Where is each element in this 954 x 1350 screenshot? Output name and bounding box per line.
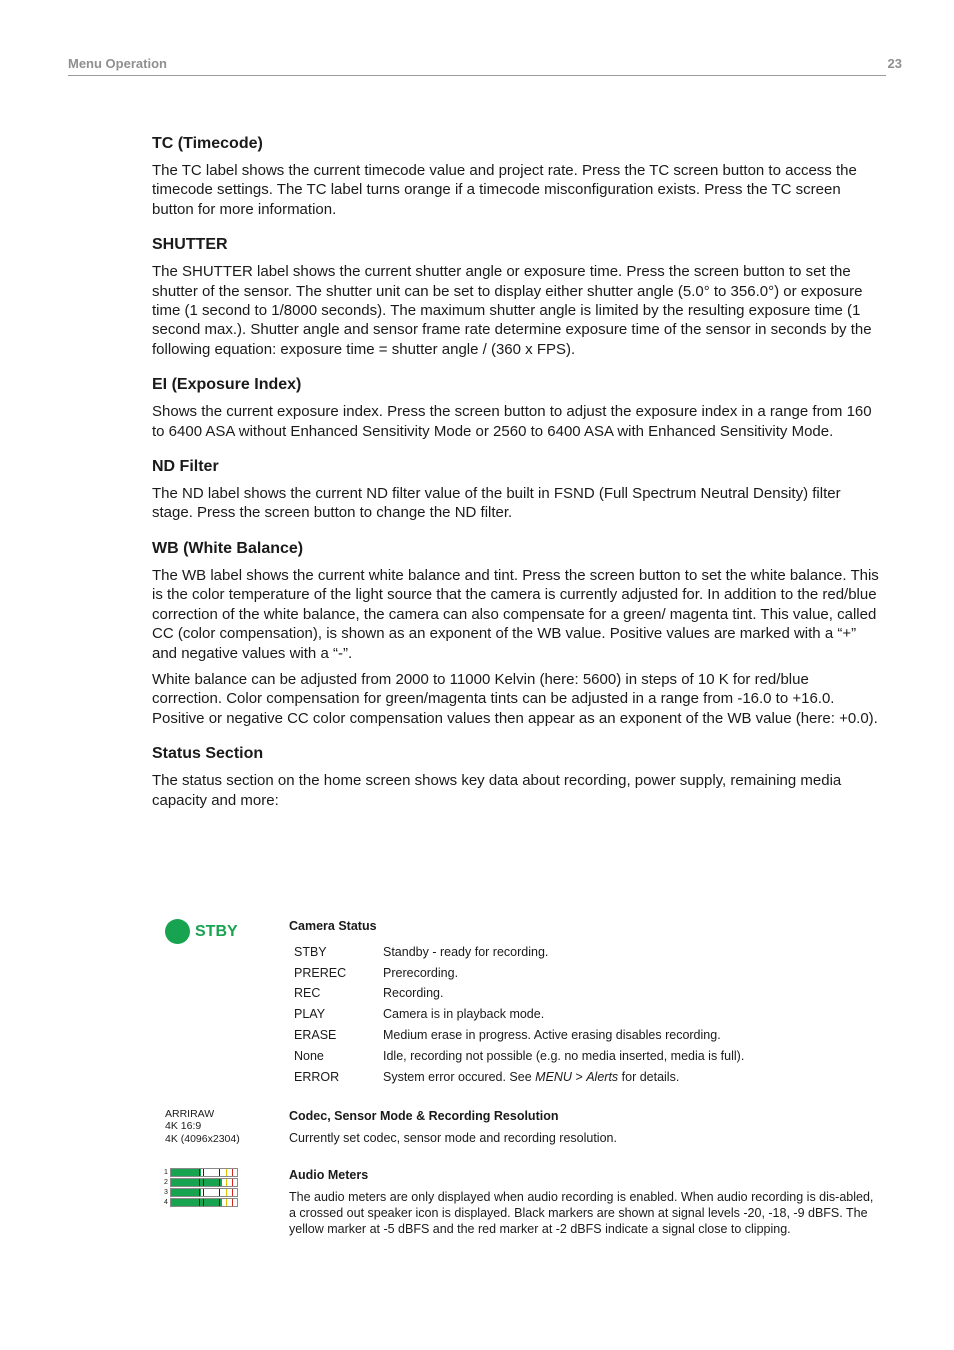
marker-minus-2 [232, 1169, 233, 1176]
section-tc [152, 135, 882, 219]
marker-minus-18 [203, 1169, 204, 1176]
section-heading: EI (Exposure Index) [152, 376, 302, 394]
section-heading: TC (Timecode) [152, 135, 263, 152]
stby-badge [165, 919, 238, 944]
table-row [289, 1025, 744, 1046]
paragraph: The TC label shows the current timecode value and project rate. Press the TC screen button to access the timecode settings. The TC label turns orange if a timecode misconfiguration exists. Press the TC screen button for more information. [152, 162, 857, 218]
codec-text: Currently set codec, sensor mode and recording resolution. [289, 1131, 617, 1146]
audio-meters [164, 1167, 238, 1207]
marker-minus-5 [226, 1189, 227, 1196]
status-desc: Standby - ready for recording. [383, 944, 549, 959]
table-row [289, 1004, 744, 1025]
meter-row [164, 1167, 238, 1177]
status-key: PREREC [294, 965, 347, 980]
codec-display [165, 1108, 240, 1145]
codec-line: 4K (4096x2304) [165, 1132, 240, 1145]
marker-minus-20 [199, 1189, 200, 1196]
status-key: PLAY [294, 1007, 326, 1022]
camera-status-title: Camera Status [289, 919, 377, 933]
marker-minus-20 [199, 1179, 200, 1186]
error-desc-before: System error occured. See [383, 1069, 536, 1084]
section-heading: SHUTTER [152, 236, 228, 254]
channel-label: 2 [164, 1178, 168, 1186]
marker-minus-5 [226, 1179, 227, 1186]
codec-block [289, 1107, 879, 1147]
table-row [289, 983, 744, 1004]
meter-row [164, 1177, 238, 1187]
status-key: ERROR [294, 1069, 340, 1084]
paragraph: The status section on the home screen shows key data about recording, power supply, remaining media capacity and more: [152, 772, 842, 809]
page-number: 23 [887, 56, 902, 71]
table-row [289, 941, 744, 962]
meter-fill [171, 1179, 222, 1186]
audio-title: Audio Meters [289, 1168, 369, 1182]
status-key: ERASE [294, 1027, 337, 1042]
channel-label: 4 [164, 1198, 168, 1206]
audio-meter-bar [170, 1168, 238, 1177]
camera-status-block [289, 917, 744, 1087]
table-row [289, 1066, 744, 1087]
marker-minus-20 [199, 1199, 200, 1206]
camera-status-table [289, 941, 744, 1087]
marker-minus-2 [232, 1179, 233, 1186]
status-key: None [294, 1048, 324, 1063]
page-header [68, 56, 902, 76]
marker-minus-5 [226, 1169, 227, 1176]
marker-minus-18 [203, 1179, 204, 1186]
paragraph: The ND label shows the current ND filter value of the built in FSND (Full Spectrum Neutral Density) filter stage. Press the screen button to change the ND filter. [152, 485, 841, 522]
section-status [152, 745, 882, 810]
codec-title: Codec, Sensor Mode & Recording Resolution [289, 1109, 559, 1123]
audio-meter-bar [170, 1178, 238, 1187]
audio-meter-bar [170, 1188, 238, 1197]
marker-minus-9 [219, 1189, 220, 1196]
status-desc: Idle, recording not possible (e.g. no media inserted, media is full). [383, 1048, 745, 1063]
table-row [289, 962, 744, 983]
codec-line: 4K 16:9 [165, 1120, 202, 1133]
audio-block [289, 1166, 879, 1237]
status-desc: Recording. [383, 986, 444, 1001]
status-key: STBY [294, 944, 327, 959]
menu-ref: MENU [535, 1069, 572, 1084]
section-heading: ND Filter [152, 458, 219, 476]
status-desc: Prerecording. [383, 965, 459, 980]
audio-meter-bar [170, 1198, 238, 1207]
marker-minus-18 [203, 1189, 204, 1196]
marker-minus-18 [203, 1199, 204, 1206]
main-content [152, 135, 882, 827]
meter-fill [171, 1189, 201, 1196]
audio-text: The audio meters are only displayed when audio recording is enabled. When audio recording is dis-abled, a crossed out speaker icon is displayed. Black markers are shown at signal levels -20, -18, -9 dBFS. The yellow marker at -5 dBFS and the red marker at -2 dBFS indicate a signal close to clipping. [289, 1190, 874, 1236]
status-desc [383, 1066, 744, 1087]
channel-label: 1 [164, 1168, 168, 1176]
paragraph: The WB label shows the current white balance and tint. Press the screen button to set the white balance. This is the color temperature of the light source that the camera is currently adjusted for. In addition to the red/blue correction of the white balance, the camera can also compensate for a green/ magenta tint. This value, called CC (color compensation), is shown as an exponent of the WB value. Positive values are marked with a “+” and negative values with a “-”. [152, 566, 879, 662]
menu-separator: > [571, 1069, 587, 1084]
paragraph: The SHUTTER label shows the current shutter angle or exposure time. Press the screen button to set the shutter of the sensor. The shutter unit can be set to display either shutter angle (5.0° to 356.0°) or exposure time (1 second to 1/8000 seconds). The maximum shutter angle is limited by the resulting exposure time (1 second max.). Shutter angle and sensor frame rate determine exposure time of the sensor in seconds by the following equation: exposure time = shutter angle / (360 x FPS). [152, 263, 872, 358]
meter-fill [171, 1199, 222, 1206]
section-ei [152, 376, 882, 441]
alerts-ref: Alerts [586, 1069, 619, 1084]
stby-label: STBY [195, 922, 238, 940]
section-title: Menu Operation [68, 56, 167, 71]
section-heading: Status Section [152, 745, 264, 763]
marker-minus-9 [219, 1179, 220, 1186]
paragraph: Shows the current exposure index. Press the screen button to adjust the exposure index in a range from 160 to 6400 ASA without Enhanced Sensitivity Mode or 2560 to 6400 ASA with Enhanced Sensitivity Mode. [152, 403, 872, 440]
status-key: REC [294, 986, 321, 1001]
section-nd [152, 458, 882, 523]
marker-minus-2 [232, 1189, 233, 1196]
paragraph: White balance can be adjusted from 2000 to 11000 Kelvin (here: 5600) in steps of 10 K for red/blue correction. Color compensation for green/magenta tints can be adjusted in a range from -16.0 to +16.0. Positive or negative CC color compensation values then appear as an exponent of the WB value (here: +0.0). [152, 670, 878, 727]
meter-fill [171, 1169, 201, 1176]
marker-minus-9 [219, 1199, 220, 1206]
meter-row [164, 1197, 238, 1207]
marker-minus-9 [219, 1169, 220, 1176]
section-wb [152, 540, 882, 728]
channel-label: 3 [164, 1188, 168, 1196]
section-heading: WB (White Balance) [152, 539, 304, 557]
error-desc-after: for details. [618, 1069, 680, 1084]
status-dot-icon [165, 919, 190, 944]
status-desc: Medium erase in progress. Active erasing disables recording. [383, 1027, 721, 1042]
status-desc: Camera is in playback mode. [383, 1007, 545, 1022]
section-shutter [152, 236, 882, 359]
marker-minus-5 [226, 1199, 227, 1206]
table-row [289, 1045, 744, 1066]
marker-minus-2 [232, 1199, 233, 1206]
meter-row [164, 1187, 238, 1197]
codec-line: ARRIRAW [165, 1108, 215, 1120]
marker-minus-20 [199, 1169, 200, 1176]
